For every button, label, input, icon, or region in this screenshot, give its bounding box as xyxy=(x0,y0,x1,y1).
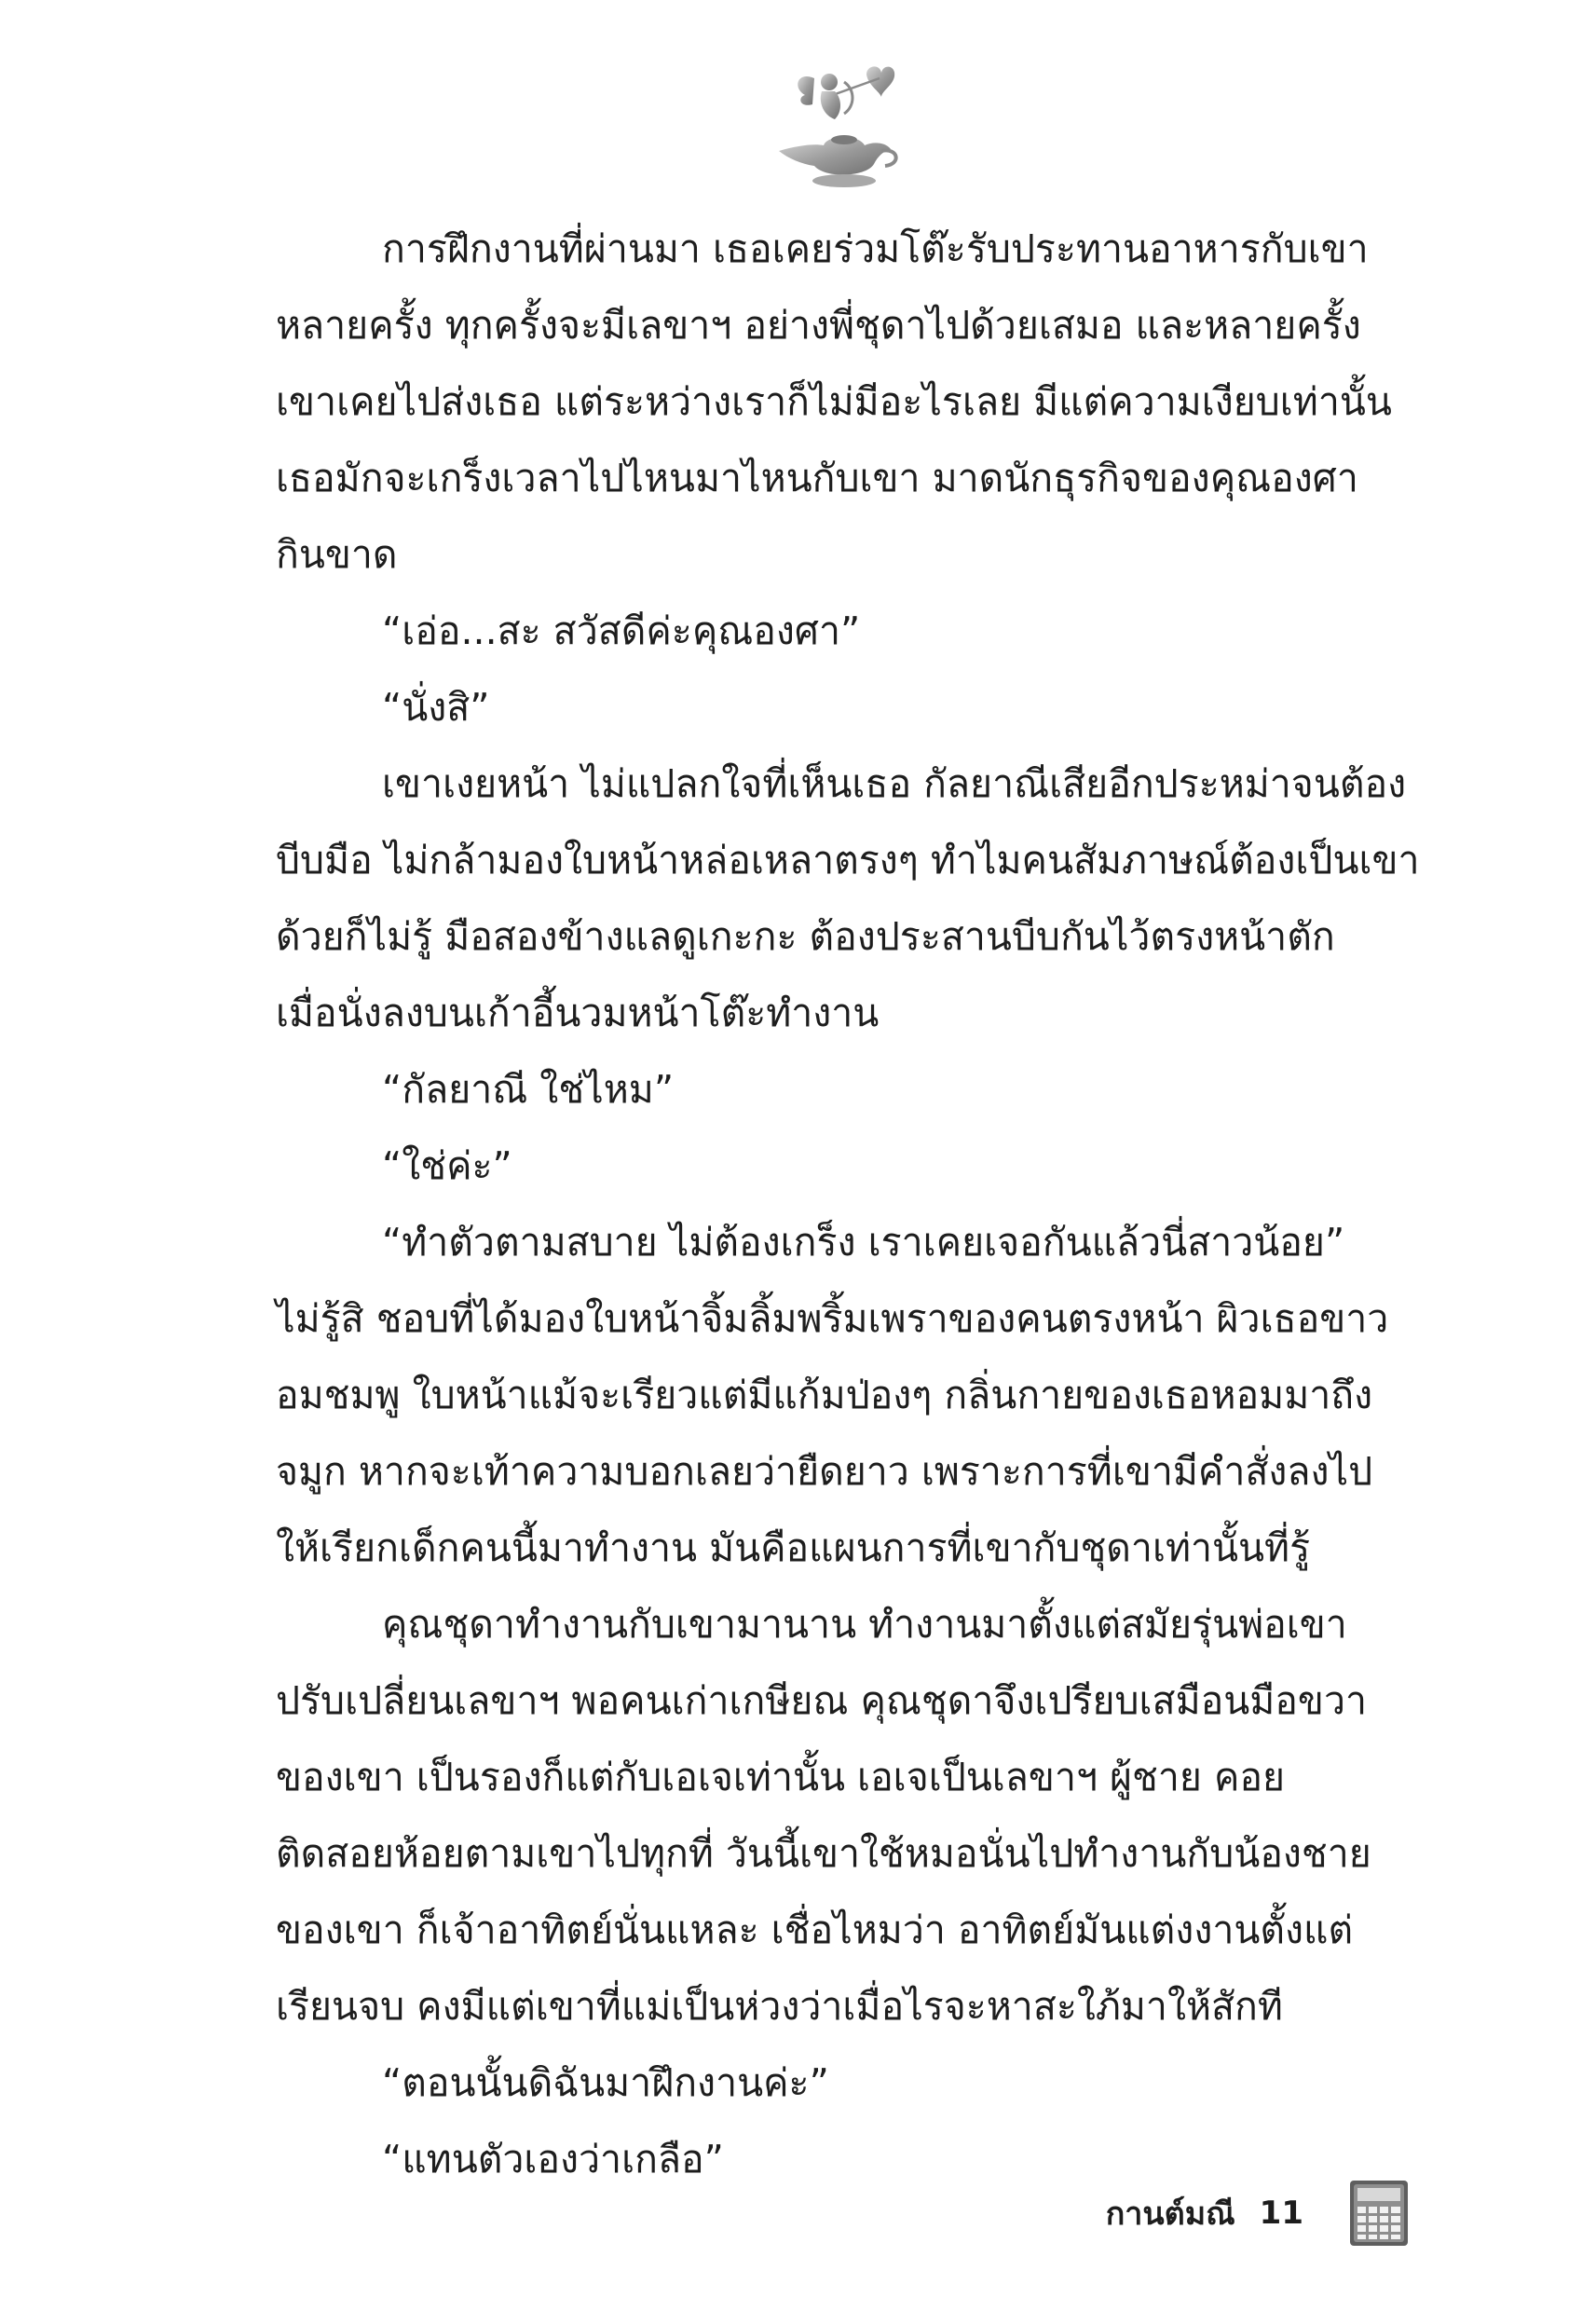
dialogue-line: “แทนตัวเองว่าเกลือ” xyxy=(382,2137,724,2181)
body-line: บีบมือ ไม่กล้ามองใบหน้าหล่อเหลาตรงๆ ทำไมคนสัมภาษณ์ต้องเป็นเขา xyxy=(276,838,1420,882)
body-line: การฝึกงานที่ผ่านมา เธอเคยร่วมโต๊ะรับประทานอาหารกับเขา xyxy=(382,226,1369,271)
dialogue-line: “ทำตัวตามสบาย ไม่ต้องเกร็ง เราเคยเจอกันแล้วนี่สาวน้อย” xyxy=(382,1220,1345,1265)
cupid-teapot-ornament-icon xyxy=(770,54,909,194)
body-line: ของเขา เป็นรองก็แต่กับเอเจเท่านั้น เอเจเป็นเลขาฯ ผู้ชาย คอย xyxy=(276,1755,1286,1799)
dialogue-line: “เอ่อ...สะ สวัสดีค่ะคุณองศา” xyxy=(382,609,861,653)
body-line: ไม่รู้สิ ชอบที่ได้มองใบหน้าจิ้มลิ้มพริ้มเพราของคนตรงหน้า ผิวเธอขาว xyxy=(276,1296,1389,1341)
footer-author-name: กานต์มณี xyxy=(1105,2195,1235,2233)
body-line: เมื่อนั่งลงบนเก้าอี้นวมหน้าโต๊ะทำงาน xyxy=(276,991,880,1035)
page-number: 11 xyxy=(1259,2195,1303,2232)
body-line: ของเขา ก็เจ้าอาทิตย์นั่นแหละ เชื่อไหมว่า อาทิตย์มันแต่งงานตั้งแต่ xyxy=(276,1908,1354,1952)
dialogue-line: “กัลยาณี ใช่ไหม” xyxy=(382,1067,675,1112)
body-line: คุณชุดาทำงานกับเขามานาน ทำงานมาตั้งแต่สมัยรุ่นพ่อเขา xyxy=(382,1602,1347,1647)
dialogue-line: “ใช่ค่ะ” xyxy=(382,1143,512,1188)
body-line: เธอมักจะเกร็งเวลาไปไหนมาไหนกับเขา มาดนักธุรกิจของคุณองศา xyxy=(276,456,1358,500)
body-line: เรียนจบ คงมีแต่เขาที่แม่เป็นห่วงว่าเมื่อไรจะหาสะใภ้มาให้สักที xyxy=(276,1984,1283,2029)
calculator-icon xyxy=(1348,2179,1410,2248)
body-line: เขาเคยไปส่งเธอ แต่ระหว่างเราก็ไม่มีอะไรเลย มีแต่ความเงียบเท่านั้น xyxy=(276,379,1392,424)
body-line: อมชมพู ใบหน้าแม้จะเรียวแต่มีแก้มป่องๆ กลิ่นกายของเธอหอมมาถึง xyxy=(276,1373,1373,1417)
body-line: จมูก หากจะเท้าความบอกเลยว่ายืดยาว เพราะการที่เขามีคำสั่งลงไป xyxy=(276,1449,1373,1494)
body-line: ติดสอยห้อยตามเขาไปทุกที่ วันนี้เขาใช้หมอนั่นไปทำงานกับน้องชาย xyxy=(276,1831,1371,1876)
body-line: เขาเงยหน้า ไม่แปลกใจที่เห็นเธอ กัลยาณีเสียอีกประหม่าจนต้อง xyxy=(382,761,1407,806)
dialogue-line: “นั่งสิ” xyxy=(382,685,490,730)
body-line: หลายครั้ง ทุกครั้งจะมีเลขาฯ อย่างพี่ชุดาไปด้วยเสมอ และหลายครั้ง xyxy=(276,303,1361,348)
body-line: ให้เรียกเด็กคนนี้มาทำงาน มันคือแผนการที่เขากับชุดาเท่านั้นที่รู้ xyxy=(276,1525,1311,1570)
body-line: ด้วยก็ไม่รู้ มือสองข้างแลดูเกะกะ ต้องประสานบีบกันไว้ตรงหน้าตัก xyxy=(276,914,1335,959)
dialogue-line: “ตอนนั้นดิฉันมาฝึกงานค่ะ” xyxy=(382,2060,829,2105)
chapter-body-text xyxy=(276,211,1420,2197)
page-footer xyxy=(1106,2171,1410,2255)
body-line: กินขาด xyxy=(276,532,398,577)
body-line: ปรับเปลี่ยนเลขาฯ พอคนเก่าเกษียณ คุณชุดาจึงเปรียบเสมือนมือขวา xyxy=(276,1678,1367,1723)
